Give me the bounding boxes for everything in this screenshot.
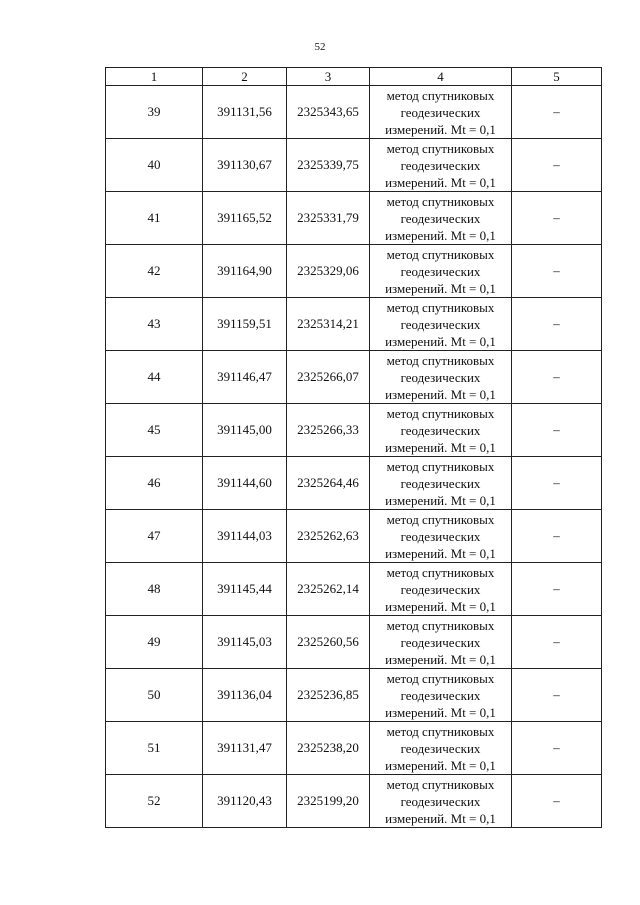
header-col-3: 3 <box>287 68 370 86</box>
note-cell: – <box>512 245 602 298</box>
method-text-line: измерений. Mt = 0,1 <box>385 174 496 190</box>
table-row <box>106 510 602 563</box>
method-cell <box>370 404 512 457</box>
method-cell <box>370 351 512 404</box>
note-cell: – <box>512 351 602 404</box>
x-coordinate-cell: 391164,90 <box>203 245 287 298</box>
table-row <box>106 351 602 404</box>
header-col-1: 1 <box>106 68 203 86</box>
method-text-line: геодезических <box>400 687 481 703</box>
point-number-cell: 47 <box>106 510 203 563</box>
point-number-cell: 50 <box>106 669 203 722</box>
method-text-line: геодезических <box>400 793 481 809</box>
method-cell <box>370 298 512 351</box>
x-coordinate-cell: 391131,47 <box>203 722 287 775</box>
method-cell <box>370 245 512 298</box>
method-text-line: геодезических <box>400 634 481 650</box>
table-row <box>106 722 602 775</box>
method-text-line: метод спутниковых <box>386 352 495 368</box>
table-row <box>106 616 602 669</box>
method-cell <box>370 457 512 510</box>
y-coordinate-cell: 2325264,46 <box>287 457 370 510</box>
table-row <box>106 298 602 351</box>
method-text-line: геодезических <box>400 263 481 279</box>
method-text-line: измерений. Mt = 0,1 <box>385 227 496 243</box>
note-cell: – <box>512 404 602 457</box>
method-text-line: метод спутниковых <box>386 670 495 686</box>
method-text-line: метод спутниковых <box>386 87 495 103</box>
method-text-line: измерений. Mt = 0,1 <box>385 545 496 561</box>
method-text-line: метод спутниковых <box>386 564 495 580</box>
note-cell: – <box>512 86 602 139</box>
method-cell <box>370 722 512 775</box>
note-cell: – <box>512 775 602 828</box>
method-cell <box>370 139 512 192</box>
note-cell: – <box>512 563 602 616</box>
point-number-cell: 42 <box>106 245 203 298</box>
x-coordinate-cell: 391145,03 <box>203 616 287 669</box>
y-coordinate-cell: 2325266,07 <box>287 351 370 404</box>
method-text-line: измерений. Mt = 0,1 <box>385 651 496 667</box>
table-row <box>106 245 602 298</box>
method-text-line: измерений. Mt = 0,1 <box>385 492 496 508</box>
method-cell <box>370 616 512 669</box>
method-text-line: метод спутниковых <box>386 511 495 527</box>
note-cell: – <box>512 139 602 192</box>
x-coordinate-cell: 391145,00 <box>203 404 287 457</box>
method-text-line: измерений. Mt = 0,1 <box>385 810 496 826</box>
method-text-line: метод спутниковых <box>386 458 495 474</box>
header-col-2: 2 <box>203 68 287 86</box>
table-row <box>106 775 602 828</box>
x-coordinate-cell: 391131,56 <box>203 86 287 139</box>
point-number-cell: 40 <box>106 139 203 192</box>
table-row <box>106 457 602 510</box>
y-coordinate-cell: 2325199,20 <box>287 775 370 828</box>
coordinates-table <box>105 67 602 828</box>
x-coordinate-cell: 391144,60 <box>203 457 287 510</box>
point-number-cell: 45 <box>106 404 203 457</box>
point-number-cell: 52 <box>106 775 203 828</box>
method-text-line: измерений. Mt = 0,1 <box>385 121 496 137</box>
method-text-line: геодезических <box>400 422 481 438</box>
point-number-cell: 48 <box>106 563 203 616</box>
method-text-line: метод спутниковых <box>386 246 495 262</box>
point-number-cell: 41 <box>106 192 203 245</box>
y-coordinate-cell: 2325260,56 <box>287 616 370 669</box>
y-coordinate-cell: 2325343,65 <box>287 86 370 139</box>
method-text-line: метод спутниковых <box>386 405 495 421</box>
point-number-cell: 49 <box>106 616 203 669</box>
table-row <box>106 139 602 192</box>
x-coordinate-cell: 391144,03 <box>203 510 287 563</box>
method-text-line: геодезических <box>400 210 481 226</box>
x-coordinate-cell: 391136,04 <box>203 669 287 722</box>
header-col-5: 5 <box>512 68 602 86</box>
x-coordinate-cell: 391120,43 <box>203 775 287 828</box>
method-text-line: геодезических <box>400 740 481 756</box>
method-text-line: измерений. Mt = 0,1 <box>385 439 496 455</box>
method-cell <box>370 86 512 139</box>
y-coordinate-cell: 2325262,14 <box>287 563 370 616</box>
method-text-line: геодезических <box>400 157 481 173</box>
method-text-line: геодезических <box>400 369 481 385</box>
y-coordinate-cell: 2325262,63 <box>287 510 370 563</box>
y-coordinate-cell: 2325238,20 <box>287 722 370 775</box>
table-row <box>106 86 602 139</box>
method-cell <box>370 192 512 245</box>
y-coordinate-cell: 2325236,85 <box>287 669 370 722</box>
method-text-line: измерений. Mt = 0,1 <box>385 280 496 296</box>
method-text-line: измерений. Mt = 0,1 <box>385 386 496 402</box>
x-coordinate-cell: 391130,67 <box>203 139 287 192</box>
note-cell: – <box>512 298 602 351</box>
point-number-cell: 39 <box>106 86 203 139</box>
y-coordinate-cell: 2325339,75 <box>287 139 370 192</box>
table-row <box>106 669 602 722</box>
method-text-line: измерений. Mt = 0,1 <box>385 704 496 720</box>
method-text-line: метод спутниковых <box>386 617 495 633</box>
y-coordinate-cell: 2325331,79 <box>287 192 370 245</box>
method-cell <box>370 563 512 616</box>
x-coordinate-cell: 391159,51 <box>203 298 287 351</box>
method-cell <box>370 510 512 563</box>
method-cell <box>370 775 512 828</box>
method-text-line: метод спутниковых <box>386 193 495 209</box>
point-number-cell: 43 <box>106 298 203 351</box>
note-cell: – <box>512 192 602 245</box>
method-text-line: геодезических <box>400 475 481 491</box>
table-row <box>106 563 602 616</box>
header-col-4: 4 <box>370 68 512 86</box>
method-text-line: измерений. Mt = 0,1 <box>385 333 496 349</box>
method-text-line: измерений. Mt = 0,1 <box>385 757 496 773</box>
point-number-cell: 44 <box>106 351 203 404</box>
method-text-line: геодезических <box>400 316 481 332</box>
note-cell: – <box>512 457 602 510</box>
y-coordinate-cell: 2325329,06 <box>287 245 370 298</box>
note-cell: – <box>512 722 602 775</box>
x-coordinate-cell: 391165,52 <box>203 192 287 245</box>
y-coordinate-cell: 2325314,21 <box>287 298 370 351</box>
x-coordinate-cell: 391146,47 <box>203 351 287 404</box>
note-cell: – <box>512 616 602 669</box>
method-text-line: метод спутниковых <box>386 723 495 739</box>
method-text-line: измерений. Mt = 0,1 <box>385 598 496 614</box>
y-coordinate-cell: 2325266,33 <box>287 404 370 457</box>
method-text-line: геодезических <box>400 528 481 544</box>
header-row <box>106 68 602 86</box>
table-row <box>106 404 602 457</box>
note-cell: – <box>512 510 602 563</box>
method-text-line: геодезических <box>400 104 481 120</box>
point-number-cell: 51 <box>106 722 203 775</box>
point-number-cell: 46 <box>106 457 203 510</box>
method-cell <box>370 669 512 722</box>
page-number: 52 <box>314 41 326 53</box>
method-text-line: геодезических <box>400 581 481 597</box>
note-cell: – <box>512 669 602 722</box>
x-coordinate-cell: 391145,44 <box>203 563 287 616</box>
method-text-line: метод спутниковых <box>386 140 495 156</box>
method-text-line: метод спутниковых <box>386 776 495 792</box>
table-row <box>106 192 602 245</box>
method-text-line: метод спутниковых <box>386 299 495 315</box>
